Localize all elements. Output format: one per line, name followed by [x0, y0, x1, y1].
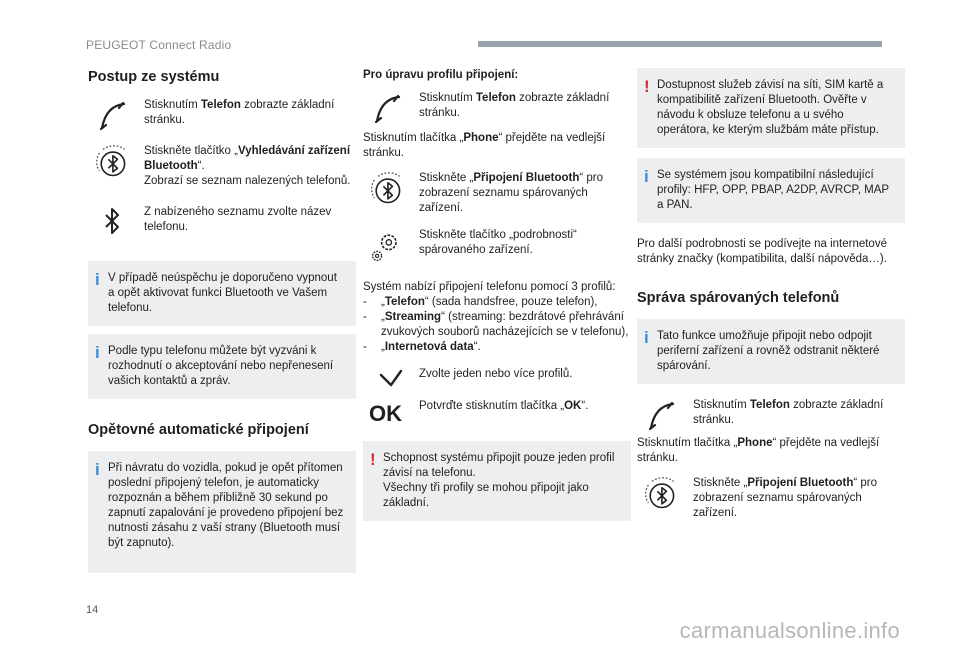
bluetooth-search-icon — [92, 144, 132, 180]
info-box-profily: i Se systémem jsou kompatibilní následující profily: HFP, OPP, PBAP, A2DP, AVRCP, MAP a PAN. — [637, 158, 905, 223]
text-podrobnosti: Pro další podrobnosti se podívejte na internetové stránky značky (kompatibilita, další nápověda…). — [637, 238, 887, 265]
header-title: PEUGEOT Connect Radio — [86, 38, 232, 52]
heading-profil: Pro úpravu profilu připojení: — [363, 69, 519, 81]
info-box-kontakty: i Podle typu telefonu můžete být vyzváni k rozhodnutí o akceptování nebo nepřenesení vašich kontaktů a zpráv. — [88, 334, 356, 399]
phone-handset-icon — [92, 98, 132, 134]
warning-box-dostupnost: ! Dostupnost služeb závisí na síti, SIM kartě a kompatibilitě zařízení Bluetooth. Ověřte v návodu k obsluze telefonu a u svého operátora, ke kterým službám máte přístup. — [637, 68, 905, 148]
step-vyber-telefonu: Z nabízeného seznamu zvolte název telefonu. — [88, 205, 356, 235]
step-zvolte-profily: Zvolte jeden nebo více profilů. — [363, 367, 631, 393]
info-icon: i — [644, 167, 649, 186]
info-icon: i — [95, 343, 100, 362]
column-2 — [363, 62, 631, 521]
bluetooth-icon — [92, 205, 132, 241]
text-phone-page-2: Stisknutím tlačítka „Phone“ přejděte na vedlejší stránku. — [637, 437, 880, 464]
checkmark-icon — [367, 367, 407, 403]
warning-icon: ! — [370, 450, 376, 469]
info-icon: i — [95, 460, 100, 479]
step-potvrdte: OK Potvrďte stisknutím tlačítka „OK“. — [363, 399, 631, 425]
info-box-opetovne: i Při návratu do vozidla, pokud je opět přítomen poslední připojený telefon, je automaticky rozpoznán a během přibližně 30 sekund po zapnutí zapalování je provedeno připojení bez nutnosti zásahu z vaší strany (Bluetooth musí být zapnuto). — [88, 451, 356, 573]
step-pripojeni-bluetooth: Stiskněte „Připojení Bluetooth“ pro zobrazení seznamu spárovaných zařízení. — [363, 171, 631, 216]
step-vyhledavani: Stiskněte tlačítko „Vyhledávání zařízení Bluetooth“. Zobrazí se seznam nalezených telefonů. — [88, 144, 356, 189]
column-1 — [88, 62, 356, 573]
bluetooth-search-icon — [641, 476, 681, 512]
ok-icon: OK — [369, 401, 402, 426]
step-telefon-3: Stisknutím Telefon zobrazte základní stránku. — [637, 398, 905, 428]
warning-box-profil: ! Schopnost systému připojit pouze jeden profil závisí na telefonu. Všechny tři profily se mohou připojit jako základní. — [363, 441, 631, 521]
column-3 — [637, 62, 905, 521]
step-telefon: Stisknutím Telefon zobrazte základní stránku. — [88, 98, 356, 128]
step-pripojeni-bluetooth-2: Stiskněte „Připojení Bluetooth“ pro zobrazení seznamu spárovaných zařízení. — [637, 476, 905, 521]
info-icon: i — [95, 270, 100, 289]
gear-icon — [367, 228, 407, 264]
text-phone-page: Stisknutím tlačítka „Phone“ přejděte na vedlejší stránku. — [363, 132, 606, 159]
step-podrobnosti: Stiskněte tlačítko „podrobnosti“ spárovaného zařízení. — [363, 228, 631, 268]
heading-sprava: Správa spárovaných telefonů — [637, 290, 840, 306]
info-box-sprava: i Tato funkce umožňuje připojit nebo odpojit periferní zařízení a rovněž odstranit některé spárování. — [637, 319, 905, 384]
page-number: 14 — [86, 604, 99, 616]
heading-opetovne: Opětovné automatické připojení — [88, 422, 309, 438]
list-item: - „Internetová data“. — [363, 341, 481, 353]
heading-postup: Postup ze systému — [88, 69, 220, 85]
profile-list — [363, 295, 631, 355]
phone-handset-icon — [367, 91, 407, 127]
step-telefon-2: Stisknutím Telefon zobrazte základní stránku. — [363, 91, 631, 121]
header-bar — [478, 41, 882, 47]
warning-icon: ! — [644, 77, 650, 96]
list-item: - „Telefon“ (sada handsfree, pouze telefon), — [363, 296, 598, 308]
watermark: carmanualsonline.info — [679, 618, 900, 643]
bluetooth-search-icon — [367, 171, 407, 207]
list-item: - „Streaming“ (streaming: bezdrátové přehrávání zvukových souborů nacházejících se v telefonu), — [363, 311, 629, 338]
text-profily: Systém nabízí připojení telefonu pomocí 3 profilů: — [363, 281, 616, 293]
phone-handset-icon — [641, 398, 681, 434]
info-box-neuspech: i V případě neúspěchu je doporučeno vypnout a opět aktivovat funkci Bluetooth ve Vašem telefonu. — [88, 261, 356, 326]
info-icon: i — [644, 328, 649, 347]
